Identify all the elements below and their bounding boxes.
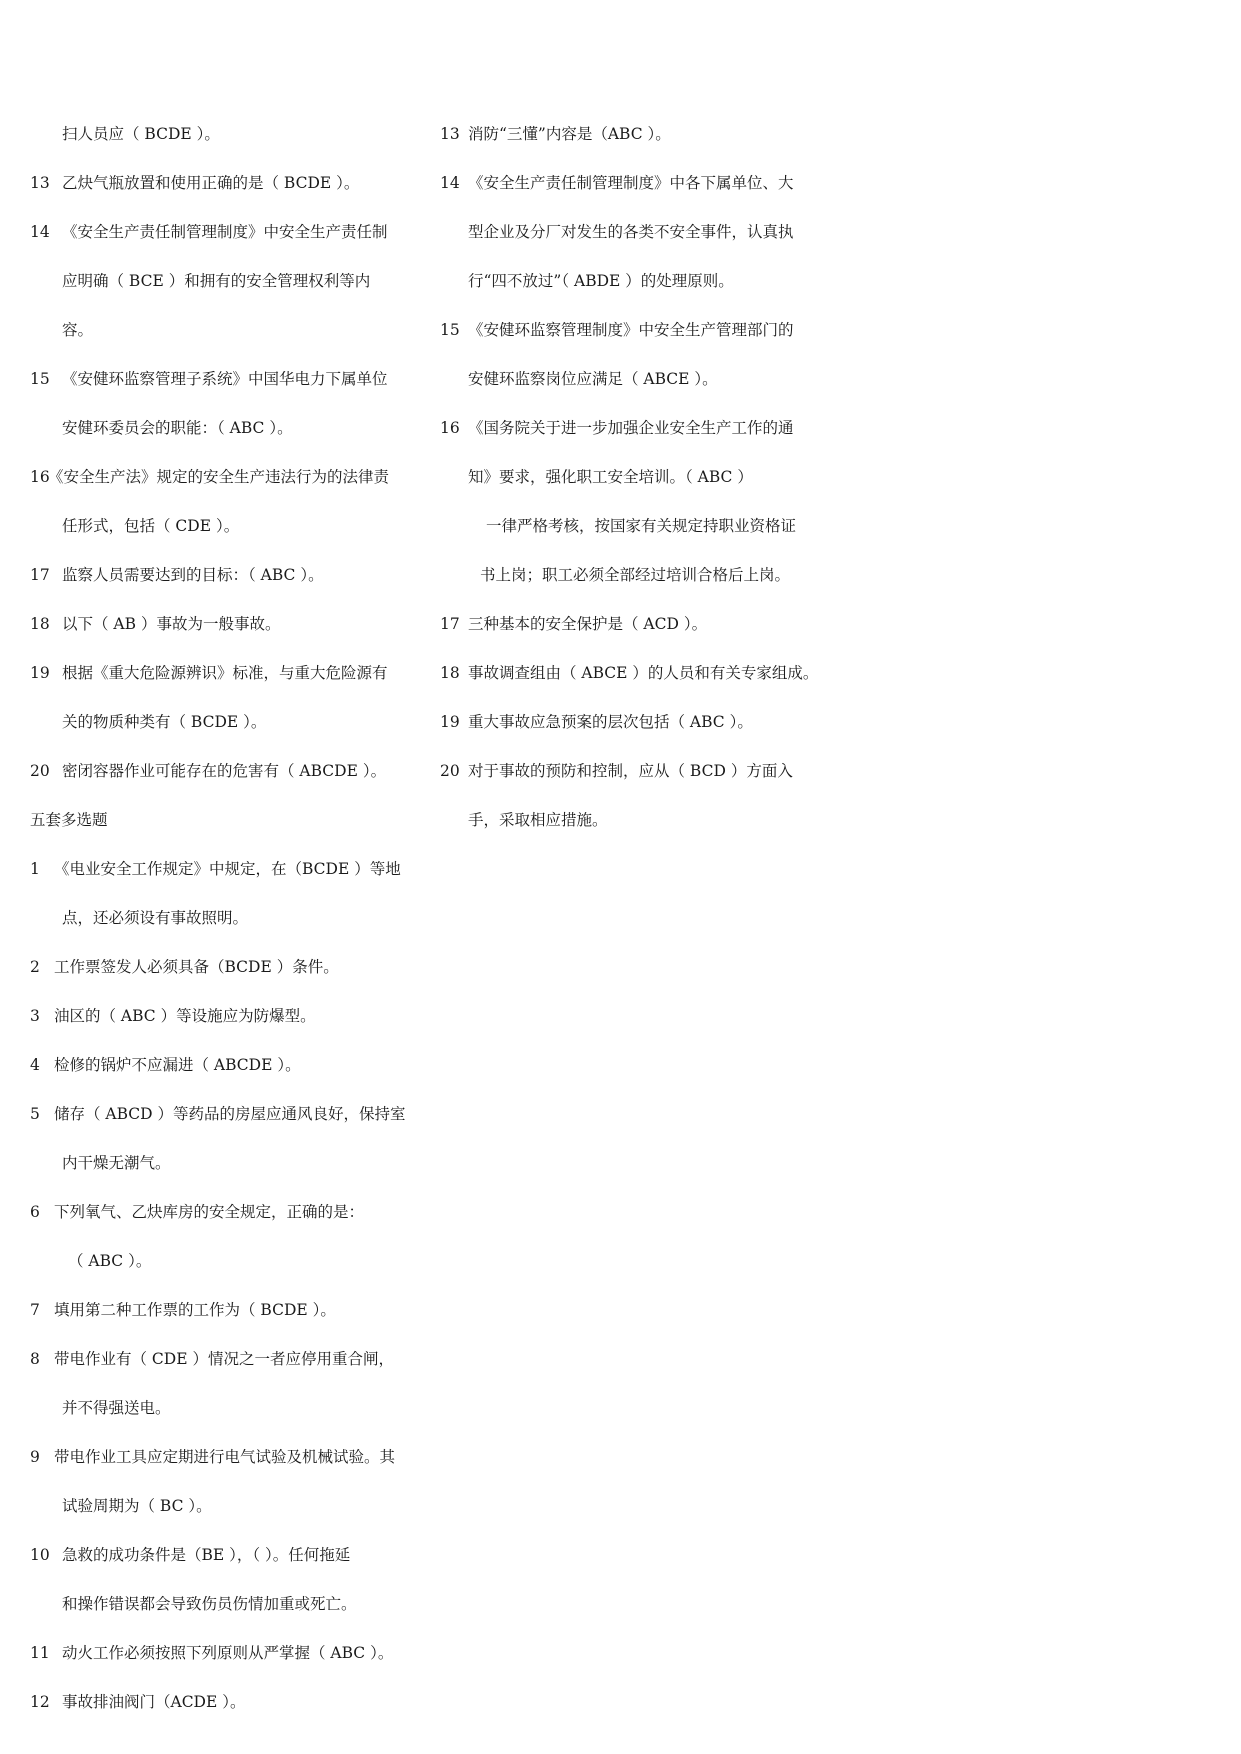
question-text: 填用第二种工作票的工作为（ BCDE ）。 — [54, 1301, 336, 1319]
question-text: 检修的锅炉不应漏进（ ABCDE ）。 — [54, 1056, 301, 1074]
question-text: 《安健环监察管理制度》中安全生产管理部门的 — [468, 321, 794, 339]
question-text: 任形式，包括（ CDE ）。 — [62, 517, 240, 535]
question-number: 8 — [30, 1350, 40, 1368]
text-line — [440, 453, 840, 502]
text-line — [440, 306, 840, 355]
question-text: 油区的（ ABC ）等设施应为防爆型。 — [54, 1007, 316, 1025]
text-line — [440, 698, 840, 747]
question-number: 16 — [440, 419, 460, 437]
question-number: 10 — [30, 1546, 50, 1564]
question-text: 下列氧气、乙炔库房的安全规定，正确的是： — [54, 1203, 365, 1221]
question-text: 型企业及分厂对发生的各类不安全事件，认真执 — [468, 223, 794, 241]
question-number: 7 — [30, 1301, 40, 1319]
text-line — [30, 1335, 410, 1384]
question-text: 《电业安全工作规定》中规定，在（BCDE ）等地 — [54, 860, 401, 878]
left-column — [30, 110, 410, 1727]
text-line — [30, 600, 410, 649]
text-line — [30, 1384, 410, 1433]
question-number: 15 — [30, 370, 50, 388]
text-line — [30, 257, 410, 306]
question-text: 应明确（ BCE ）和拥有的安全管理权利等内 — [62, 272, 371, 290]
text-line — [30, 1237, 410, 1286]
question-number: 14 — [440, 174, 460, 192]
question-number: 14 — [30, 223, 50, 241]
question-text: 事故排油阀门（ACDE ）。 — [62, 1693, 246, 1711]
text-line — [30, 1433, 410, 1482]
text-line — [30, 992, 410, 1041]
text-line — [30, 1188, 410, 1237]
text-line — [440, 110, 840, 159]
question-number: 3 — [30, 1007, 40, 1025]
question-text: 以下（ AB ）事故为一般事故。 — [62, 615, 281, 633]
question-text: 监察人员需要达到的目标：（ ABC ）。 — [62, 566, 324, 584]
text-line — [30, 1041, 410, 1090]
question-text: 储存（ ABCD ）等药品的房屋应通风良好，保持室 — [54, 1105, 406, 1123]
question-number: 19 — [440, 713, 460, 731]
text-line — [440, 159, 840, 208]
text-line — [440, 257, 840, 306]
question-text: 知》要求，强化职工安全培训。（ ABC ） — [468, 468, 753, 486]
question-text: 《安健环监察管理子系统》中国华电力下属单位 — [62, 370, 388, 388]
text-line — [30, 649, 410, 698]
question-number: 13 — [30, 174, 50, 192]
text-line — [30, 404, 410, 453]
question-text: 重大事故应急预案的层次包括（ ABC ）。 — [468, 713, 753, 731]
question-text: 五套多选题 — [30, 811, 108, 829]
question-text: 关的物质种类有（ BCDE ）。 — [62, 713, 267, 731]
text-line — [440, 600, 840, 649]
text-line — [30, 306, 410, 355]
question-text: （ ABC ）。 — [68, 1252, 152, 1270]
text-line — [30, 208, 410, 257]
text-line — [30, 110, 410, 159]
text-line — [440, 551, 840, 600]
text-line — [440, 747, 840, 796]
text-line — [30, 1629, 410, 1678]
question-text: 扫人员应（ BCDE ）。 — [62, 125, 220, 143]
text-line — [30, 845, 410, 894]
question-text: 一律严格考核，按国家有关规定持职业资格证 — [486, 517, 797, 535]
text-line — [440, 502, 840, 551]
question-number: 4 — [30, 1056, 40, 1074]
text-line — [30, 747, 410, 796]
question-text: 对于事故的预防和控制，应从（ BCD ）方面入 — [468, 762, 793, 780]
text-line — [30, 1139, 410, 1188]
question-number: 2 — [30, 958, 40, 976]
question-number: 17 — [30, 566, 50, 584]
question-text: 《安全生产责任制管理制度》中安全生产责任制 — [62, 223, 388, 241]
question-number: 18 — [440, 664, 460, 682]
text-line — [30, 1531, 410, 1580]
question-text: 安健环委员会的职能：（ ABC ）。 — [62, 419, 293, 437]
right-column — [440, 110, 840, 845]
text-line — [30, 355, 410, 404]
question-text: 急救的成功条件是（BE ），（ ）。任何拖延 — [62, 1546, 351, 1564]
question-number: 6 — [30, 1203, 40, 1221]
question-text: 《国务院关于进一步加强企业安全生产工作的通 — [468, 419, 794, 437]
text-line — [30, 1286, 410, 1335]
question-text: 事故调查组由（ ABCE ）的人员和有关专家组成。 — [468, 664, 819, 682]
text-line — [440, 208, 840, 257]
question-text: 动火工作必须按照下列原则从严掌握（ ABC ）。 — [62, 1644, 394, 1662]
question-text: 试验周期为（ BC ）。 — [62, 1497, 212, 1515]
text-line — [30, 1482, 410, 1531]
question-text: 容。 — [62, 321, 94, 339]
question-text: 行“四不放过”（ ABDE ）的处理原则。 — [468, 272, 734, 290]
question-text: 乙炔气瓶放置和使用正确的是（ BCDE ）。 — [62, 174, 360, 192]
text-line — [30, 1580, 410, 1629]
text-line — [30, 453, 410, 502]
text-line — [30, 1090, 410, 1139]
question-text: 安健环监察岗位应满足（ ABCE ）。 — [468, 370, 718, 388]
question-text: 和操作错误都会导致伤员伤情加重或死亡。 — [62, 1595, 357, 1613]
question-text: 点，还必须设有事故照明。 — [62, 909, 249, 927]
question-text: 消防“三懂”内容是（ABC ）。 — [468, 125, 671, 143]
question-number: 20 — [440, 762, 460, 780]
text-line — [440, 796, 840, 845]
question-text: 工作票签发人必须具备（BCDE ）条件。 — [54, 958, 339, 976]
text-line — [30, 796, 410, 845]
question-text: 带电作业有（ CDE ）情况之一者应停用重合闸， — [54, 1350, 394, 1368]
question-number: 5 — [30, 1105, 40, 1123]
question-number: 9 — [30, 1448, 40, 1466]
question-number: 11 — [30, 1644, 50, 1662]
question-text: 密闭容器作业可能存在的危害有（ ABCDE ）。 — [62, 762, 387, 780]
text-line — [30, 1678, 410, 1727]
text-line — [440, 404, 840, 453]
question-number: 19 — [30, 664, 50, 682]
text-line — [30, 502, 410, 551]
question-text: 内干燥无潮气。 — [62, 1154, 171, 1172]
question-number: 17 — [440, 615, 460, 633]
question-number: 15 — [440, 321, 460, 339]
question-text: 《安全生产责任制管理制度》中各下属单位、大 — [468, 174, 794, 192]
text-line — [30, 943, 410, 992]
question-text: 书上岗；职工必须全部经过培训合格后上岗。 — [480, 566, 791, 584]
question-text: 并不得强送电。 — [62, 1399, 171, 1417]
question-number: 16 — [30, 468, 50, 486]
question-text: 三种基本的安全保护是（ ACD ）。 — [468, 615, 708, 633]
question-number: 18 — [30, 615, 50, 633]
question-number: 13 — [440, 125, 460, 143]
text-line — [440, 649, 840, 698]
text-line — [30, 894, 410, 943]
question-text: 手，采取相应措施。 — [468, 811, 608, 829]
question-number: 12 — [30, 1693, 50, 1711]
question-text: 带电作业工具应定期进行电气试验及机械试验。其 — [54, 1448, 396, 1466]
question-number: 20 — [30, 762, 50, 780]
question-text: 《安全生产法》规定的安全生产违法行为的法律责 — [48, 468, 390, 486]
text-line — [30, 551, 410, 600]
question-number: 1 — [30, 860, 40, 878]
text-line — [440, 355, 840, 404]
text-line — [30, 698, 410, 747]
question-text: 根据《重大危险源辨识》标准，与重大危险源有 — [62, 664, 388, 682]
text-line — [30, 159, 410, 208]
